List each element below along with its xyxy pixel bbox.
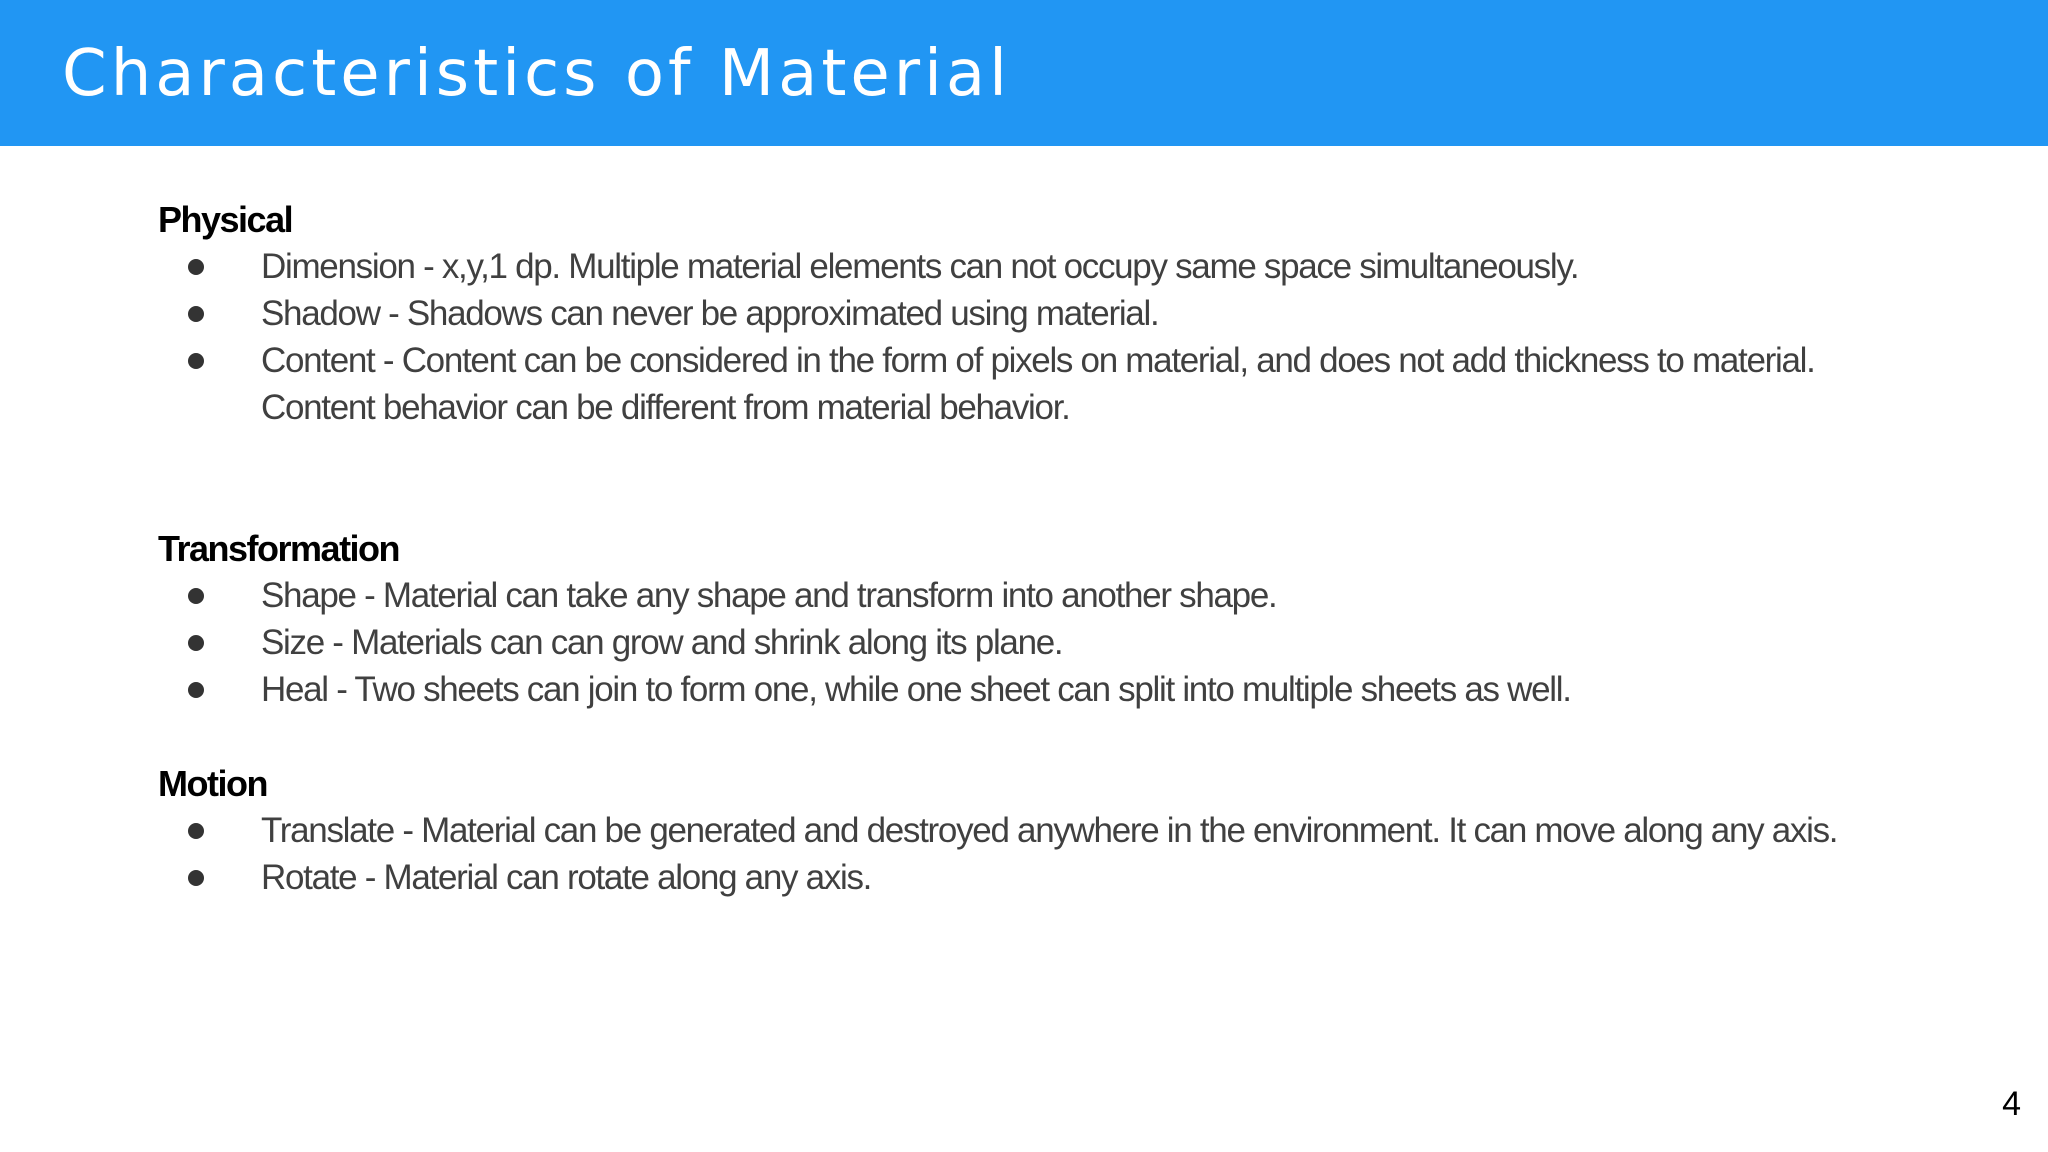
bullet-icon <box>188 259 204 275</box>
list-item <box>158 290 1838 337</box>
list-item-text: Size - Materials can can grow and shrink along its plane. <box>261 623 1063 662</box>
section-motion <box>158 760 1898 901</box>
list-item-text: Rotate - Material can rotate along any axis. <box>261 858 872 897</box>
list-item <box>158 337 1838 431</box>
list-item-text: Content - Content can be considered in the form of pixels on material, and does not add thickness to material. Content behavior can be different from material behavior. <box>261 341 1815 427</box>
section-heading-transformation: Transformation <box>158 528 400 569</box>
title-bar <box>0 0 2048 146</box>
section-physical <box>158 196 1898 431</box>
slide-content <box>158 196 1898 901</box>
bullet-list-physical <box>158 243 1898 431</box>
list-item-text: Dimension - x,y,1 dp. Multiple material elements can not occupy same space simultaneously. <box>261 247 1579 286</box>
list-item <box>158 854 1838 901</box>
bullet-icon <box>188 353 204 369</box>
bullet-list-motion <box>158 807 1898 901</box>
list-item <box>158 243 1838 290</box>
list-item <box>158 807 1838 854</box>
list-item-text: Shape - Material can take any shape and transform into another shape. <box>261 576 1277 615</box>
spacer <box>158 431 1898 525</box>
spacer <box>158 713 1898 760</box>
bullet-icon <box>188 588 204 604</box>
list-item <box>158 619 1838 666</box>
list-item-text: Translate - Material can be generated and destroyed anywhere in the environment. It can move along any axis. <box>261 811 1838 850</box>
bullet-icon <box>188 823 204 839</box>
bullet-icon <box>188 870 204 886</box>
bullet-icon <box>188 635 204 651</box>
slide-title: Characteristics of Material <box>62 37 1011 111</box>
bullet-list-transformation <box>158 572 1898 713</box>
bullet-icon <box>188 682 204 698</box>
list-item <box>158 666 1838 713</box>
section-heading-motion: Motion <box>158 763 267 804</box>
list-item <box>158 572 1838 619</box>
bullet-icon <box>188 306 204 322</box>
section-transformation <box>158 525 1898 713</box>
list-item-text: Shadow - Shadows can never be approximated using material. <box>261 294 1159 333</box>
list-item-text: Heal - Two sheets can join to form one, while one sheet can split into multiple sheets as well. <box>261 670 1571 709</box>
page-number: 4 <box>2002 1085 2021 1123</box>
section-heading-physical: Physical <box>158 199 293 240</box>
